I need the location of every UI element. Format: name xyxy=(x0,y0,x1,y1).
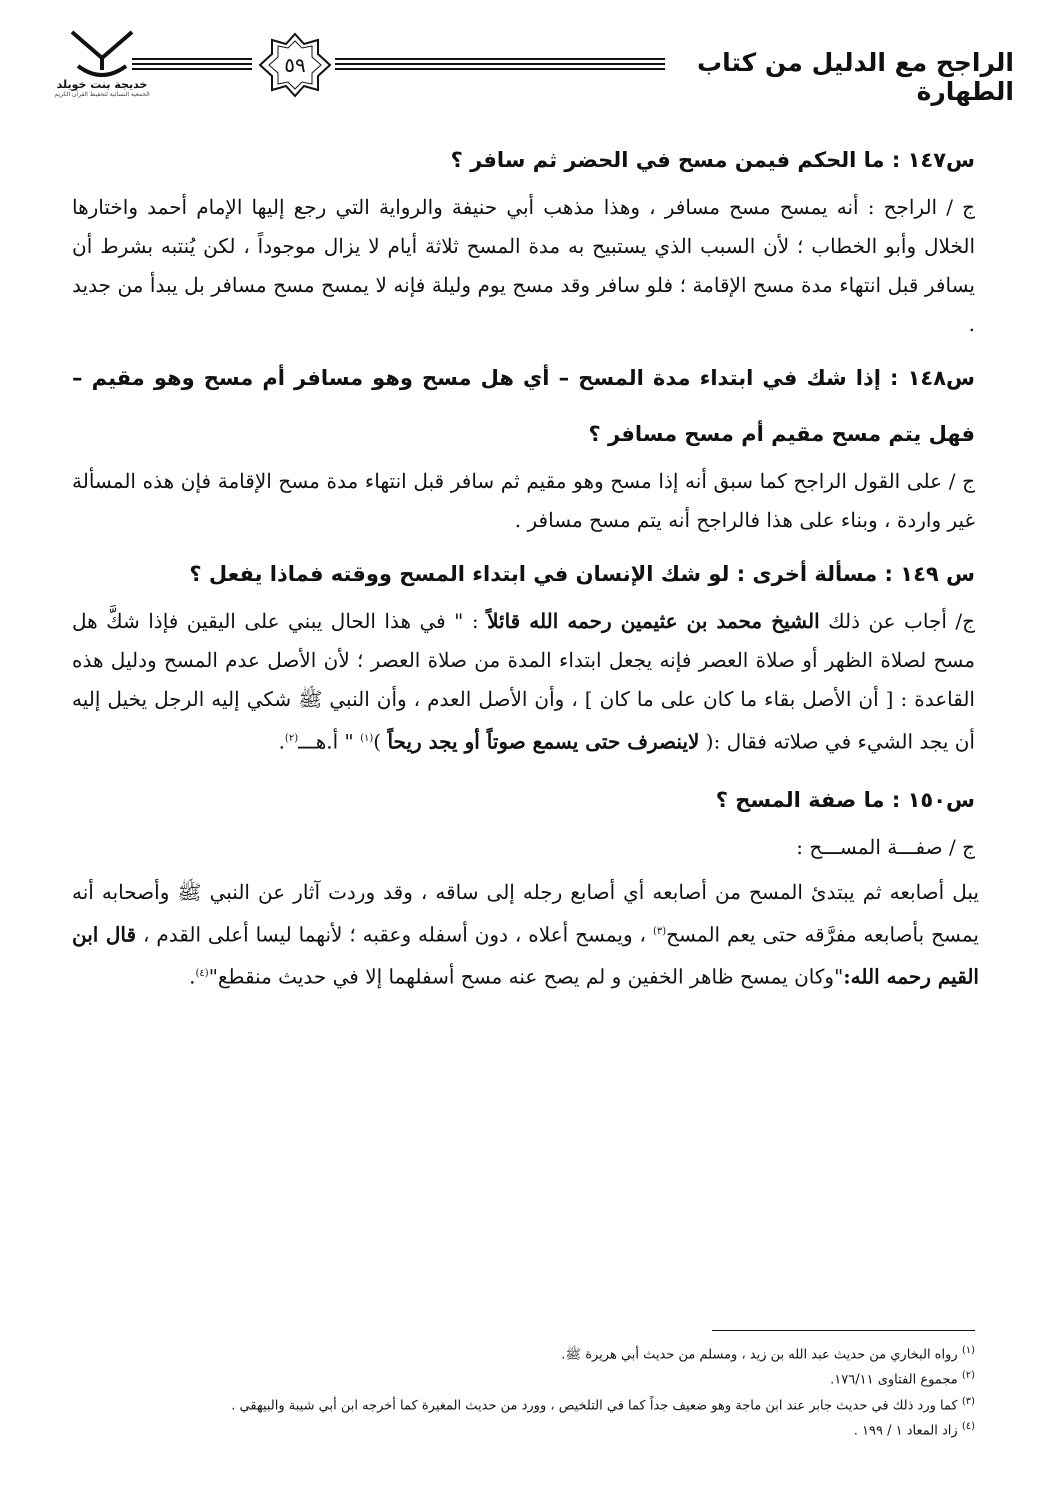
footnote-marker: (١) xyxy=(961,1345,975,1356)
logo-subtitle: الجمعية النسائية لتحفيظ القرآن الكريم xyxy=(54,91,150,98)
logo-name: خديجة بنت خويلد xyxy=(56,78,148,91)
answer-148: ج / على القول الراجح كما سبق أنه إذا مسح وهو مقيم ثم سافر قبل انتهاء مدة مسح الإقامة فإن هذه المسألة غير واردة ، وبناء على هذا فالراجح أنه يتم مسح مسافر . xyxy=(72,469,975,532)
header-rule-left xyxy=(132,58,252,73)
answer-149-end: ) xyxy=(373,729,382,754)
question-148: س١٤٨ : إذا شك في ابتداء مدة المسح – أي هل مسح وهو مسافر أم مسح وهو مقيم – فهل يتم مسح مقيم أم مسح مسافر ؟ xyxy=(72,366,975,446)
footnote-text: مجموع الفتاوى ١٧٦/١١. xyxy=(830,1372,958,1388)
footnote-2 xyxy=(72,1365,975,1390)
answer-149-body: : " في هذا الحال يبني على اليقين فإذا شكَّ هل مسح لصلاة الظهر أو صلاة العصر فإنه يجعل ابتداء المدة من صلاة العصر ؛ لأن الأصل عدم المسح ودليل هذه القاعدة : [ أن الأصل بقاء ما كان على ما كان ] ، وأن الأصل العدم ، وأن النبي ﷺ شكي إليه الرجل يخيل إليه أن يجد الشيء في صلاته فقال :( xyxy=(72,609,975,754)
footnotes xyxy=(72,1340,975,1441)
footnote-1 xyxy=(72,1340,975,1365)
footnote-text: كما ورد ذلك في حديث جابر عند ابن ماجة وهو ضعيف جداً كما في التلخيص ، وورد من حديث المغيرة كما أخرجه ابن أبي شيبة والبيهقي . xyxy=(231,1397,958,1413)
answer-149-intro: ج/ أجاب عن ذلك xyxy=(828,609,976,633)
page-number: ٥٩ xyxy=(284,53,306,77)
main-content xyxy=(72,132,979,997)
answer-149-hadith: لاينصرف حتى يسمع صوتاً أو يجد ريحاً xyxy=(387,729,700,754)
footnote-4 xyxy=(72,1416,975,1441)
answer-150-quote: "وكان يمسح ظاهر الخفين و لم يصح عنه مسح أسفلهما إلا في حديث منقطع" xyxy=(208,964,844,989)
answer-150-body: يبل أصابعه ثم يبتدئ المسح من أصابعه أي أصابع رجله إلى ساقه ، وقد وردت آثار عن النبي ﷺ وأصحابه أنه يمسح بأصابعه مفرَّقه حتى يعم المسح xyxy=(72,879,979,947)
footnote-ref-2[interactable]: (٢) xyxy=(284,733,299,744)
logo-emblem-icon xyxy=(66,26,138,82)
answer-150-heading: ج / صفـــة المســـح : xyxy=(796,834,975,859)
answer-150-body-2: ، ويمسح أعلاه ، دون أسفله وعقبه ؛ لأنهما ليسا أعلى القدم ، xyxy=(142,922,647,947)
header-rule-right xyxy=(335,58,665,73)
book-title: الراجح مع الدليل من كتاب الطهارة xyxy=(696,48,1014,106)
footnote-ref-3[interactable]: (٣) xyxy=(652,925,667,937)
question-149: س ١٤٩ : مسألة أخرى : لو شك الإنسان في ابتداء المسح ووقته فماذا يفعل ؟ xyxy=(189,562,975,586)
footnote-3 xyxy=(72,1391,975,1416)
footnote-text: زاد المعاد ١ / ١٩٩ . xyxy=(853,1423,958,1439)
question-147: س١٤٧ : ما الحكم فيمن مسح في الحضر ثم سافر ؟ xyxy=(450,148,975,172)
answer-147: ج / الراجح : أنه يمسح مسح مسافر ، وهذا مذهب أبي حنيفة والرواية التي رجع إليها الإمام أحمد واختارها الخلال وأبو الخطاب ؛ لأن السبب الذي يستبيح به مدة المسح ثلاثة أيام لا يزال موجوداً ، لكن يُنتبه بشرط أن يسافر قبل انتهاء مدة مسح الإقامة ؛ فلو سافر وقد مسح يوم وليلة فإنه لا يمسح مسح مسافر بل يبدأ من جديد . xyxy=(72,195,976,336)
footnote-text: رواه البخاري من حديث عبد الله بن زيد ، ومسلم من حديث أبي هريرة ﷺ. xyxy=(561,1347,958,1363)
footnote-marker: (٣) xyxy=(961,1395,975,1407)
footnote-marker: (٢) xyxy=(961,1370,975,1382)
answer-149-close: " أ.هـــ xyxy=(298,729,354,754)
answer-150-scholar: قال ابن القيم رحمه الله: xyxy=(72,922,979,989)
footnote-separator xyxy=(712,1330,975,1331)
footnote-ref-4[interactable]: (٤) xyxy=(195,968,209,980)
answer-150: يبل أصابعه ثم يبتدئ المسح من أصابعه أي أصابع رجله إلى ساقه ، وقد وردت آثار عن النبي ﷺ وأصحابه أنه يمسح بأصابعه مفرَّقه حتى يعم المسح$^{(٣)}$ ، ويمسح أعلاه ، دون أسفله وعقبه ؛ لأنهما ليسا أعلى القدم ، قال ابن القيم رحمه الله:"وكان يمسح ظاهر الخفين و لم يصح عنه مسح أسفلهما إلا في حديث منقطع"$^{(٤)}$. xyxy=(72,879,979,989)
footnote-ref-1[interactable]: (١) xyxy=(360,733,374,744)
footnote-marker: (٤) xyxy=(961,1420,975,1432)
page-number-badge xyxy=(258,32,332,98)
page-header xyxy=(20,20,1030,110)
answer-149-sheikh: الشيخ محمد بن عثيمين رحمه الله قائلاً xyxy=(487,609,820,633)
answer-149: ج/ أجاب عن ذلك الشيخ محمد بن عثيمين رحمه الله قائلاً : " في هذا الحال يبني على اليقين فإذا شكَّ هل مسح لصلاة الظهر أو صلاة العصر فإنه يجعل ابتداء المدة من صلاة العصر ؛ لأن الأصل عدم المسح ودليل هذه القاعدة : [ أن الأصل بقاء ما كان على ما كان ] ، وأن الأصل العدم ، وأن النبي ﷺ شكي إليه الرجل يخيل إليه أن يجد الشيء في صلاته فقال :( لاينصرف حتى يسمع صوتاً أو يجد ريحاً )$^{(١)}$ " أ.هـــ$^{(٢)}$. xyxy=(72,609,976,754)
question-150: س١٥٠ : ما صفة المسح ؟ xyxy=(715,787,975,812)
